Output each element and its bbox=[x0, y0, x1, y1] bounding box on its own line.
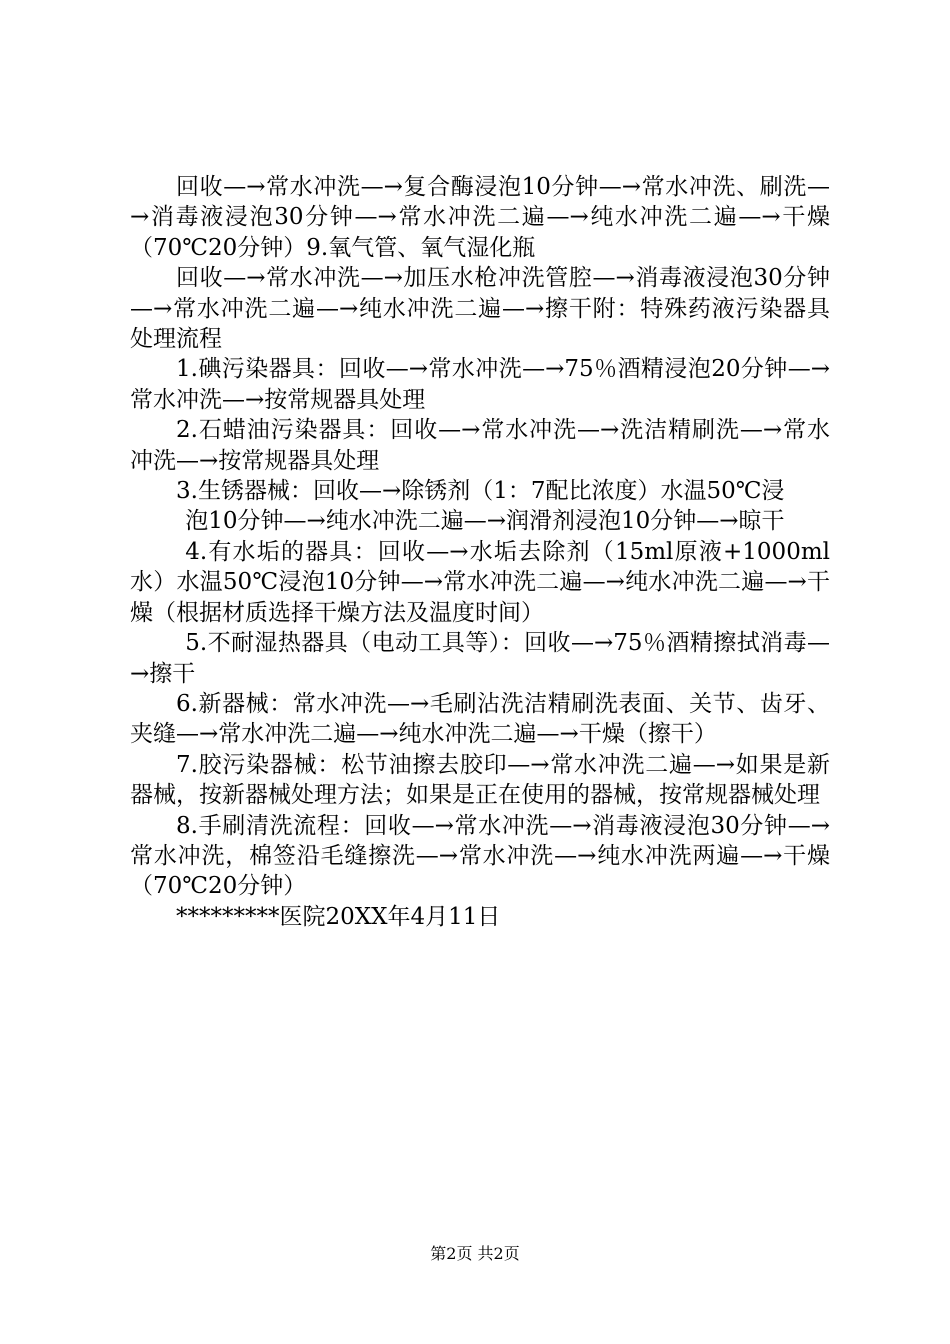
document-body bbox=[130, 172, 830, 932]
paragraph-special-3: 3.生锈器械：回收—→除锈剂（1：7配比浓度）水温50℃浸 bbox=[176, 478, 785, 505]
paragraph-flow-8: 回收—→常水冲洗—→复合酶浸泡10分钟—→常水冲洗、刷洗—→消毒液浸泡30分钟—→常水冲洗二遍—→纯水冲洗二遍—→干燥（70℃20分钟）9.氧气管、氧气湿化瓶 bbox=[130, 174, 830, 261]
page-footer: 第2页 共2页 bbox=[430, 1244, 520, 1263]
paragraph-special-2: 2.石蜡油污染器具：回收—→常水冲洗—→洗洁精刷洗—→常水冲洗—→按常规器具处理 bbox=[130, 417, 830, 474]
paragraph-flow-9: 回收—→常水冲洗—→加压水枪冲洗管腔—→消毒液浸泡30分钟—→常水冲洗二遍—→纯水冲洗二遍—→擦干附：特殊药液污染器具处理流程 bbox=[130, 265, 830, 353]
paragraph-special-7: 7.胶污染器械：松节油擦去胶印—→常水冲洗二遍—→如果是新器械，按新器械处理方法；如果是正在使用的器械，按常规器械处理 bbox=[130, 751, 830, 809]
paragraph-special-1: 1.碘污染器具：回收—→常水冲洗—→75％酒精浸泡20分钟—→常水冲洗—→按常规器具处理 bbox=[130, 356, 830, 413]
paragraph-special-5: 5.不耐湿热器具（电动工具等）：回收—→75％酒精擦拭消毒—→擦干 bbox=[130, 630, 830, 687]
paragraph-special-4: 4.有水垢的器具：回收—→水垢去除剂（15ml原液+1000ml水）水温50℃浸泡10分钟—→常水冲洗二遍—→纯水冲洗二遍—→干燥（根据材质选择干燥方法及温度时间） bbox=[130, 538, 830, 626]
paragraph-special-6: 6.新器械：常水冲洗—→毛刷沾洗洁精刷洗表面、关节、齿牙、夹缝—→常水冲洗二遍—→纯水冲洗二遍—→干燥（擦干） bbox=[130, 690, 830, 748]
paragraph-special-3-continued: 泡10分钟—→纯水冲洗二遍—→润滑剂浸泡10分钟—→晾干 bbox=[185, 508, 785, 535]
signature-line: *********医院20XX年4月11日 bbox=[176, 903, 501, 930]
paragraph-special-8: 8.手刷清洗流程：回收—→常水冲洗—→消毒液浸泡30分钟—→常水冲洗，棉签沿毛缝擦洗—→常水冲洗—→纯水冲洗两遍—→干燥（70℃20分钟） bbox=[130, 812, 830, 900]
